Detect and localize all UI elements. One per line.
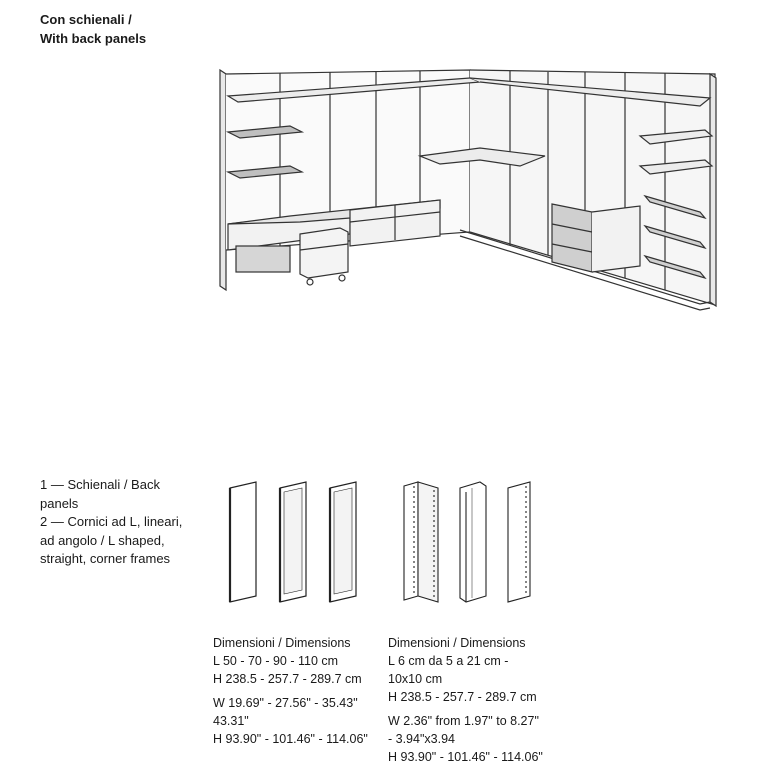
legend-item-2-line-2: ad angolo / L shaped, — [40, 532, 165, 548]
dimension-length: L 50 - 70 - 90 - 110 cm — [213, 654, 339, 668]
legend-item-2-line-1: 2 — Cornici ad L, lineari, — [40, 514, 183, 529]
dimension-length-2: 10x10 cm — [388, 672, 443, 686]
dimension-height-inches: H 93.90" - 101.46" - 114.06" — [213, 732, 368, 746]
dimension-width-inches-1: W 2.36" from 1.97" to 8.27" — [388, 714, 539, 728]
legend — [40, 476, 200, 569]
dimensions-heading: Dimensioni / Dimensions — [388, 636, 526, 650]
legend-item-1-line-2: panels — [40, 495, 79, 511]
dimensions-heading: Dimensioni / Dimensions — [213, 636, 351, 650]
title-line-2: With back panels — [40, 31, 147, 46]
panels-dimensions — [213, 634, 368, 748]
back-panels-illustration — [218, 478, 368, 604]
legend-item-2-line-3: straight, corner frames — [40, 551, 171, 566]
dimension-width-inches-2: 43.31" — [213, 714, 249, 728]
frames-dimensions — [388, 634, 543, 766]
title-line-1: Con schienali / — [40, 12, 132, 27]
wardrobe-illustration — [0, 0, 778, 320]
dimension-height-inches: H 93.90" - 101.46" - 114.06" — [388, 750, 543, 764]
dimension-width-inches-1: W 19.69" - 27.56" - 35.43" — [213, 696, 358, 710]
dimension-length-1: L 6 cm da 5 a 21 cm - — [388, 654, 509, 668]
dimension-height: H 238.5 - 257.7 - 289.7 cm — [213, 672, 362, 686]
frames-illustration — [396, 478, 546, 604]
dimension-width-inches-2: - 3.94"x3.94 — [388, 732, 455, 746]
legend-item-1-line-1: 1 — Schienali / Back — [40, 477, 160, 492]
dimension-height: H 238.5 - 257.7 - 289.7 cm — [388, 690, 537, 704]
